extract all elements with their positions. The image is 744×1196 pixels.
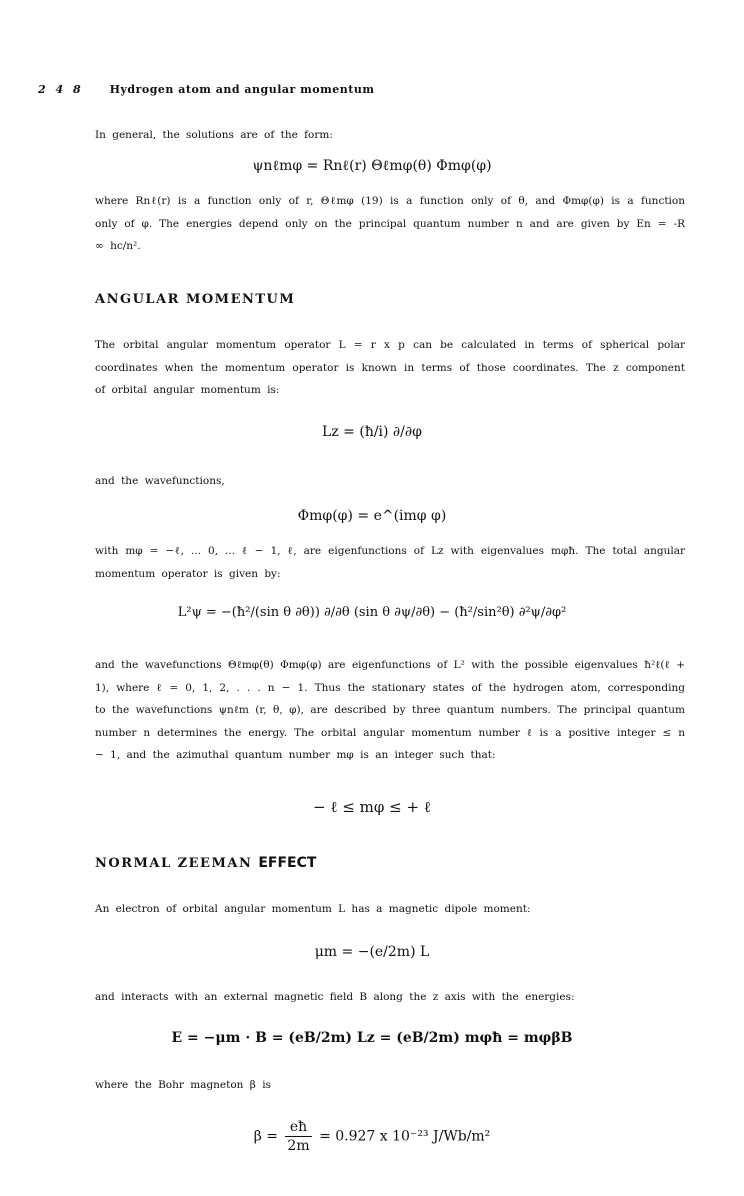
running-title: Hydrogen atom and angular momentum <box>109 83 375 96</box>
equation-energy: E = −μm · B = (eB/2m) Lz = (eB/2m) mφħ = mφβB <box>171 1030 573 1046</box>
beta-lhs: β = <box>253 1128 278 1145</box>
intro-paragraph-2: where Rnℓ(r) is a function only of r, Θℓmφ (19) is a function only of θ, and Φmφ(φ) is a function only of φ. The energies depend only on the principal quantum number n and are given by En = -R ∞ hc/n². <box>95 195 685 253</box>
beta-denominator: 2m <box>287 1138 310 1154</box>
section-heading-angular-momentum: ANGULAR MOMENTUM <box>95 292 296 307</box>
intro-paragraph-1: In general, the solutions are of the form: <box>95 129 333 141</box>
zeeman-paragraph-3: where the Bohr magneton β is <box>95 1079 271 1091</box>
equation-phi: Φmφ(φ) = e^(imφ φ) <box>297 508 447 524</box>
equation-lz: Lz = (ħ/i) ∂/∂φ <box>322 424 422 440</box>
equation-magnetic-moment: μm = −(e/2m) L <box>314 944 430 960</box>
equation-m-range: − ℓ ≤ mφ ≤ + ℓ <box>313 798 431 816</box>
zeeman-heading-part-b: EFFECT <box>258 855 317 871</box>
beta-numerator: eħ <box>285 1118 311 1137</box>
zeeman-paragraph-2: and interacts with an external magnetic field B along the z axis with the energies: <box>95 991 575 1003</box>
equation-bohr-magneton <box>0 1118 744 1155</box>
beta-rhs: = 0.927 x 10⁻²³ J/Wb/m² <box>319 1128 491 1145</box>
section-heading-zeeman <box>95 855 316 871</box>
beta-fraction <box>285 1118 311 1155</box>
equation-general-solution: ψnℓmφ = Rnℓ(r) Θℓmφ(θ) Φmφ(φ) <box>252 158 492 174</box>
zeeman-heading-part-a: NORMAL ZEEMAN <box>95 856 253 871</box>
angular-paragraph-1: The orbital angular momentum operator L = r x p can be calculated in terms of spherical polar coordinates when the momentum operator is known in terms of those coordinates. The z component of orbital angular momentum is: <box>95 339 685 397</box>
running-header <box>38 83 375 96</box>
angular-paragraph-4: and the wavefunctions Θℓmφ(θ) Φmφ(φ) are eigenfunctions of L² with the possible eigenvalues ħ²ℓ(ℓ + 1), where ℓ = 0, 1, 2, . . . n − 1. Thus the stationary states of the hydrogen atom, corresponding to the wavefunctions ψnℓm (r, θ, φ), are described by three quantum numbers. The principal quantum number n determines the energy. The orbital angular momentum number ℓ is a positive integer ≤ n − 1, and the azimuthal quantum number mφ is an integer such that: <box>95 659 685 762</box>
zeeman-paragraph-1: An electron of orbital angular momentum L has a magnetic dipole moment: <box>95 903 531 915</box>
angular-paragraph-3: with mφ = −ℓ, ... 0, ... ℓ − 1, ℓ, are eigenfunctions of Lz with eigenvalues mφħ. The total angular momentum operator is given by: <box>95 545 685 580</box>
equation-l-squared: L²ψ = −(ħ²/(sin θ ∂θ)) ∂/∂θ (sin θ ∂ψ/∂θ) − (ħ²/sin²θ) ∂²ψ/∂φ² <box>177 605 567 620</box>
angular-paragraph-2: and the wavefunctions, <box>95 475 225 487</box>
page-number: 2 4 8 <box>38 83 84 96</box>
